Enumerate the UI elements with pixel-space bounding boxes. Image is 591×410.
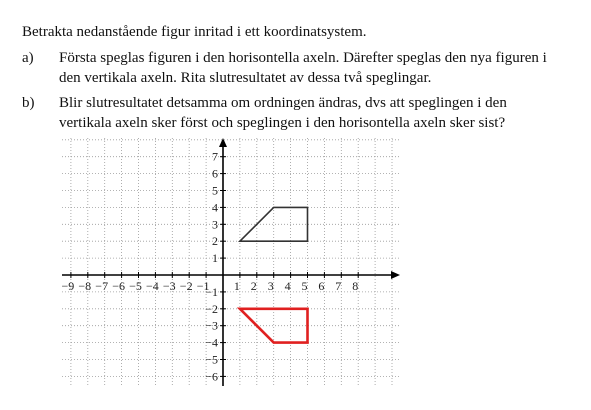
x-tick-label: −3 (162, 279, 176, 293)
y-tick-label: −3 (205, 318, 218, 333)
axes (62, 138, 400, 386)
x-axis-arrow (391, 271, 400, 279)
x-tick-label: −1 (196, 279, 210, 293)
x-tick-label: −9 (61, 279, 75, 293)
grid-lines (62, 138, 400, 386)
x-tick-label: 7 (335, 279, 342, 293)
y-tick-label: −6 (205, 369, 218, 384)
y-tick-label: 5 (212, 183, 218, 198)
tick-labels (62, 150, 359, 384)
y-tick-label: −2 (205, 301, 218, 316)
x-tick-label: 6 (318, 279, 325, 293)
y-axis-arrow (219, 138, 227, 147)
x-tick-label: −7 (95, 279, 109, 293)
shape-reflected (240, 309, 308, 343)
x-tick-label: 4 (284, 279, 291, 293)
y-tick-label: 1 (212, 251, 218, 266)
shape-original (240, 207, 308, 241)
x-tick-label: 1 (233, 279, 240, 293)
x-tick-label: 3 (267, 279, 274, 293)
y-tick-label: 6 (212, 166, 218, 181)
task-b-line-1: Blir slutresultatet detsamma om ordningen ändras, dvs att speglingen i den (59, 95, 507, 111)
x-tick-label: −4 (146, 279, 159, 293)
y-tick-label: −4 (205, 335, 218, 350)
task-a-letter: a) (22, 50, 34, 66)
y-tick-label: 7 (212, 149, 218, 164)
x-tick-label: 2 (250, 279, 257, 293)
x-tick-label: 5 (301, 279, 308, 293)
y-tick-label: −5 (205, 352, 218, 367)
task-b-letter: b) (22, 95, 35, 111)
y-tick-label: 4 (212, 200, 218, 215)
x-tick-label: −8 (78, 279, 92, 293)
x-tick-label: 8 (352, 279, 359, 293)
task-b-line-2: vertikala axeln sker först och speglingen i den horisontella axeln sker sist? (59, 115, 506, 131)
task-a-line-1: Första speglas figuren i den horisontella axeln. Därefter speglas den nya figuren i (59, 50, 547, 66)
x-tick-label: −5 (129, 279, 142, 293)
y-tick-label: 3 (212, 217, 218, 232)
y-tick-label: −1 (205, 284, 218, 299)
y-tick-label: 2 (212, 234, 218, 249)
task-a-line-2: den vertikala axeln. Rita slutresultatet av dessa två speglingar. (59, 70, 432, 86)
intro-text: Betrakta nedanstående figur inritad i ett koordinatsystem. (22, 24, 367, 40)
x-tick-label: −2 (179, 279, 193, 293)
x-tick-label: −6 (112, 279, 125, 293)
